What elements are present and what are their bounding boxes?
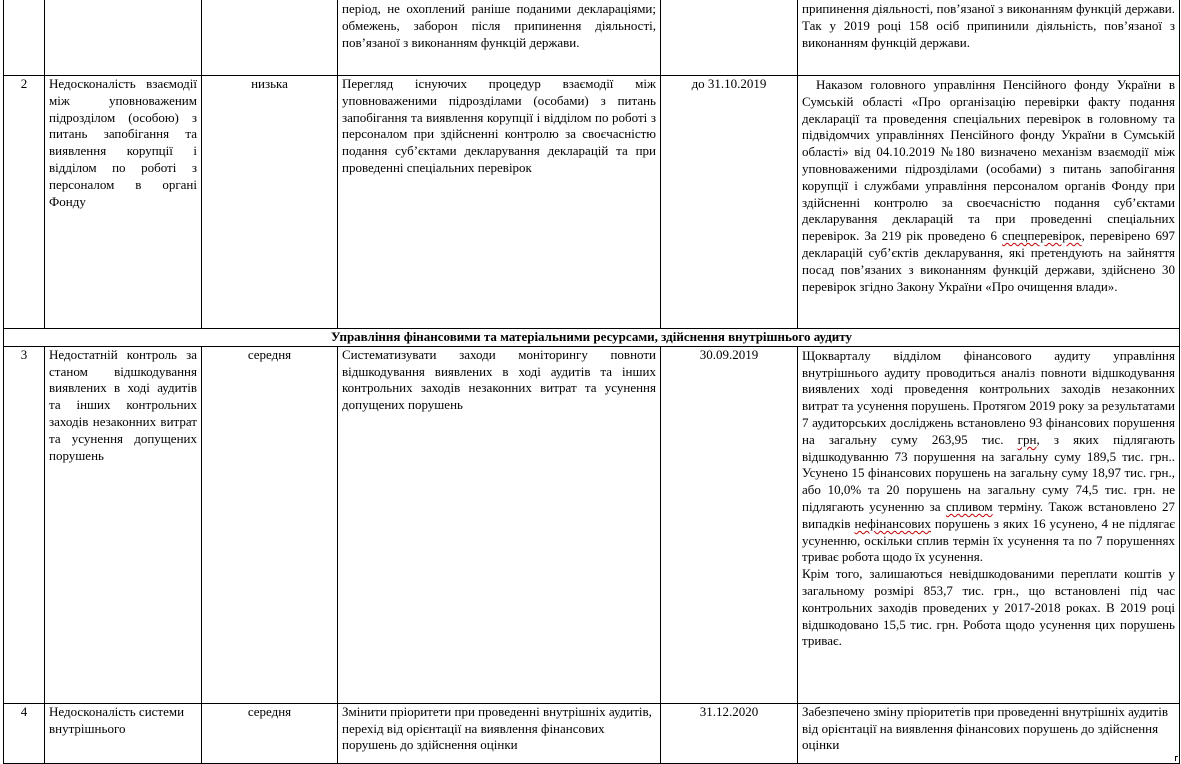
section-header-row — [4, 329, 1180, 347]
risk-cell: Недостатній контроль за станом відшкодування виявлених в ході аудитів та інших контрольних заходів незаконних витрат та усунення допущених порушень — [45, 346, 202, 703]
table-row — [4, 0, 1180, 76]
measure-cell — [338, 703, 661, 763]
spellcheck-word: спливом — [945, 498, 993, 514]
row-number — [4, 0, 45, 76]
deadline-cell — [661, 0, 798, 76]
deadline-cell: до 31.10.2019 — [661, 76, 798, 329]
result-text: Щокварталу відділом фінансового аудиту управління внутрішнього аудиту проводиться аналіз повноти відшкодування виявлених ході проведення контрольних заходів незаконних витрат та усунення порушень. Протягом 2019 року за результатами 7 аудиторських досліджень встановлено 93 фінансових порушення на загальну суму 263,95 тис. — [802, 347, 1175, 447]
spellcheck-word: спецперевірок — [1002, 228, 1082, 244]
risk-cell: Недосконалість взаємодії між уповноваженим підрозділом (особою) з питань запобігання та виявлення корупції і відділом по роботі з персоналом в органі Фонду — [45, 76, 202, 329]
row-number: 4 — [4, 703, 45, 763]
probability-cell: середня — [202, 703, 338, 763]
result-text: Забезпечено зміну пріоритетів при проведенні внутрішніх аудитів від орієнтації на виявлення фінансових порушень до здійснення оцінки — [802, 703, 1168, 753]
row-number: 2 — [4, 76, 45, 329]
deadline-cell: 30.09.2019 — [661, 346, 798, 703]
measure-cell: Перегляд існуючих процедур взаємодії між уповноваженими підрозділами (особами) з питань запобігання та виявлення корупції і відділом по роботі з персоналом при здійсненні контролю за своєчасністю подання суб’єктами декларування декларацій та при проведенні спеціальних перевірок — [338, 76, 661, 329]
section-title: Управління фінансовими та матеріальними ресурсами, здійснення внутрішнього аудиту — [4, 329, 1180, 347]
result-paragraph: Крім того, залишаються невідшкодованими переплати коштів у загальному розмірі 853,7 тис. грн., що встановлені під час контрольних заходів проведених у 2017-2018 роках. В 2019 році відшкодовано 15,5 тис. грн. Робота щодо усунення цих порушень триває. — [802, 566, 1175, 649]
risk-cell — [45, 0, 202, 76]
page-corner-mark — [1175, 756, 1178, 761]
result-text: , перевірено 697 декларацій суб’єктів декларування, які претендують на зайняття посад пов’язаних з виконанням функцій держави, здійснено 30 перевірок згідно Закону України «Про очищення влади». — [802, 228, 1175, 294]
table-row — [4, 346, 1180, 703]
measure-cell: період, не охоплений раніше поданими деклараціями; обмежень, заборон після припинення діяльності, пов’язаної з виконанням функцій держави. — [338, 0, 661, 76]
risk-cell — [45, 703, 202, 763]
result-cell — [798, 703, 1180, 763]
probability-cell: низька — [202, 76, 338, 329]
result-text: порушень з яких 16 усунено, 4 не підлягає усуненню, оскільки сплив термін їх усунення та по 7 порушеннях триває робота щодо їх усунення. — [802, 515, 1175, 565]
row-number: 3 — [4, 346, 45, 703]
risk-text: Недосконалість системи внутрішнього — [49, 703, 185, 736]
table-row — [4, 703, 1180, 763]
probability-cell: середня — [202, 346, 338, 703]
result-text: терміну. Також встановлено 27 випадків — [802, 498, 1176, 531]
deadline-cell: 31.12.2020 — [661, 703, 798, 763]
result-cell — [798, 346, 1180, 703]
result-cell: припинення діяльності, пов’язаної з виконанням функцій держави. Так у 2019 році 158 осіб припинили діяльність, пов’язаної з виконанням функцій держави. — [798, 0, 1180, 76]
result-text: Наказом головного управління Пенсійного фонду України в Сумській області «Про організацію перевірки факту подання декларації та проведення спеціальних перевірок в головному та підвідомчих управліннях Пенсійного фонду України в Сумській області» від 04.10.2019 №180 визначено механізм взаємодії між уповноваженими підрозділами (особами) з питань запобігання корупції і службами управління персоналом органів Фонду при здійсненні контролю за своєчасністю подання суб’єктами декларування декларацій та при проведенні спеціальних перевірок. За 219 рік проведено 6 — [802, 77, 1175, 244]
spellcheck-word: нефінансових — [854, 515, 931, 531]
table-row — [4, 76, 1180, 329]
spellcheck-word: грн — [1017, 431, 1037, 447]
risk-assessment-table — [3, 0, 1180, 764]
result-text: , з яких підлягають відшкодуванню 73 порушення на загальну суму 189,5 тис. грн.. Усунено 15 фінансових порушень на загальну суму 18,97 тис. грн., або 10,0% та 20 порушень на загальну суму 74,5 тис. грн. не підлягають усуненню за — [802, 431, 1175, 514]
probability-cell — [202, 0, 338, 76]
measure-cell: Систематизувати заходи моніторингу повноти відшкодування виявлених в ході аудитів та інших контрольних заходів незаконних витрат та усунення допущених порушень — [338, 346, 661, 703]
result-cell — [798, 76, 1180, 329]
measure-text: Змінити пріоритети при проведенні внутрішніх аудитів, перехід від орієнтації на виявлення фінансових порушень до здійснення оцінки — [342, 703, 652, 753]
